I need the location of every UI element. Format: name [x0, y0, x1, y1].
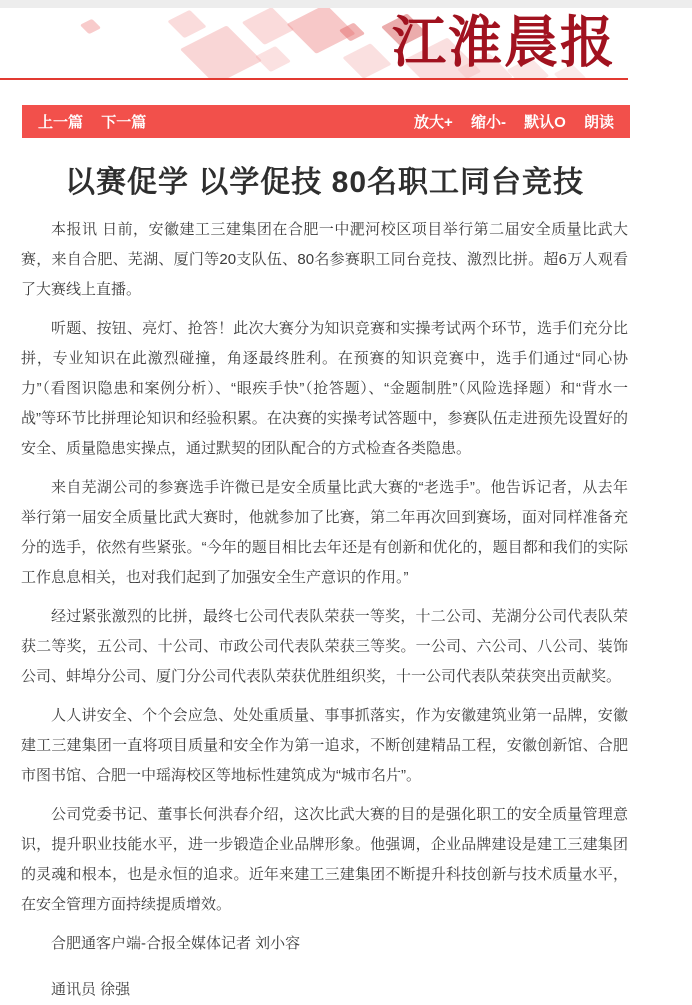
decor-shape [242, 8, 295, 45]
article-paragraph: 本报讯 日前，安徽建工三建集团在合肥一中淝河校区项目举行第二届安全质量比武大赛，来自合肥、芜湖、厦门等20支队伍、80名参赛职工同台竞技、激烈比拼。超6万人观看了大赛线上直播。 [21, 221, 628, 298]
zoom-out-button[interactable]: 缩小- [470, 114, 506, 131]
toolbar-nav-group [38, 111, 160, 132]
article-paragraph: 来自芜湖公司的参赛选手许微已是安全质量比武大赛的“老选手”。他告诉记者，从去年举行第一届安全质量比武大赛时，他就参加了比赛，第二年再次回到赛场，面对同样准备充分的选手，依然有些紧张。“今年的题目相比去年还是有创新和优化的，题目都和我们的实际工作息息相关，也对我们起到了加强安全生产意识的作用。” [21, 479, 628, 586]
header-divider [0, 78, 628, 80]
zoom-in-button[interactable]: 放大+ [414, 114, 453, 131]
decor-shape [342, 43, 391, 78]
article-paragraph: 人人讲安全、个个会应急、处处重质量、事事抓落实，作为安徽建筑业第一品牌，安徽建工三建集团一直将项目质量和安全作为第一追求，不断创建精品工程，安徽创新馆、合肥市图书馆、合肥一中瑶海校区等地标性建筑成为“城市名片”。 [21, 707, 628, 784]
article-paragraph: 听题、按钮、亮灯、抢答！此次大赛分为知识竞赛和实操考试两个环节，选手们充分比拼，专业知识在此激烈碰撞，角逐最终胜利。在预赛的知识竞赛中，选手们通过“同心协力”（看图识隐患和案例分析）、“眼疾手快”（抢答题）、“金题制胜”（风险选择题）和“背水一战”等环节比拼理论知识和经验积累。在决赛的实操考试答题中，参赛队伍走进预先设置好的安全、质量隐患实操点，通过默契的团队配合的方式检查各类隐患。 [21, 320, 628, 457]
decor-shape [167, 10, 206, 38]
article-title: 以赛促学 以学促技 80名职工同台竞技 [64, 166, 585, 199]
article-body [21, 215, 628, 1005]
toolbar [22, 105, 630, 138]
article-paragraph: 公司党委书记、董事长何洪春介绍，这次比武大赛的目的是强化职工的安全质量管理意识，提升职业技能水平，进一步锻造企业品牌形象。他强调，企业品牌建设是建工三建集团的灵魂和根本，也是永恒的追求。近年来建工三建集团不断提升科技创新与技术质量水平，在安全管理方面持续提质增效。 [21, 806, 628, 913]
decor-shape [80, 19, 101, 34]
default-size-button[interactable]: 默认O [524, 114, 566, 131]
prev-article-link[interactable]: 上一篇 [38, 114, 84, 131]
article-paragraph: 经过紧张激烈的比拼，最终七公司代表队荣获一等奖，十二公司、芜湖分公司代表队荣获二等奖，五公司、十公司、市政公司代表队荣获三等奖。一公司、六公司、八公司、装饰公司、蚌埠分公司、厦门分公司代表队荣获优胜组织奖，十一公司代表队荣获突出贡献奖。 [21, 608, 628, 685]
byline-correspondent: 通讯员 徐强 [51, 981, 131, 998]
next-article-link[interactable]: 下一篇 [101, 114, 147, 131]
newspaper-logo: 江淮晨报 [392, 9, 616, 75]
top-strip [0, 0, 692, 8]
toolbar-tools-group [400, 111, 614, 132]
byline-reporter: 合肥通客户端-合报全媒体记者 刘小容 [51, 935, 301, 952]
decor-shape [255, 46, 291, 72]
read-aloud-button[interactable]: 朗读 [583, 114, 614, 131]
header-banner [0, 8, 692, 78]
